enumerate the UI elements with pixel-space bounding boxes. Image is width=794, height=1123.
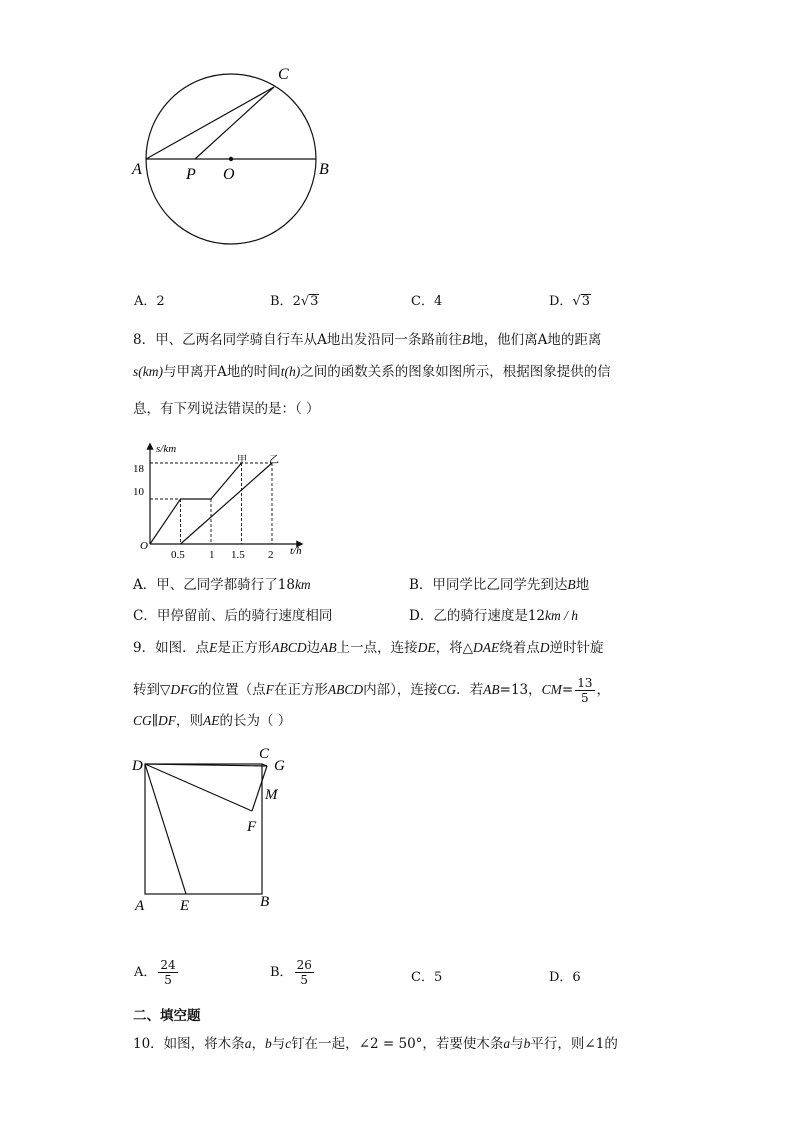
segment-df (145, 764, 252, 811)
q9-option-b: B． $\frac{26}{5}$ (270, 958, 312, 987)
q7-option-c: C．4 (411, 294, 443, 309)
label-c: C (259, 746, 270, 762)
label-b: B (260, 894, 270, 910)
center-point (229, 157, 233, 161)
q8-option-b: B．甲同学比乙同学先到达B地 (409, 577, 590, 593)
q9-line-1: 9．如图．点E是正方形ABCD边AB上一点，连接DE，将△DAE绕着点D逆时针旋 (133, 640, 604, 656)
series-label-yi: 乙 (269, 455, 279, 466)
chord-ac (146, 87, 274, 159)
label-a: A (132, 161, 142, 178)
cm-fraction: $\frac{13}{5}$ (577, 676, 593, 705)
label-a: A (135, 898, 145, 914)
series-jia-segment (150, 499, 181, 544)
q8-line-2: s(km)与甲离开A地的时间t(h)之间的函数关系的图象如图所示，根据图象提供的信 (133, 364, 611, 380)
q7-option-b: B．2√3 (270, 294, 319, 309)
y-tick-10: 10 (133, 486, 144, 498)
label-g: G (274, 758, 285, 774)
label-m: M (265, 787, 278, 803)
x-tick-1: 1 (209, 549, 215, 560)
q8-option-a: A．甲、乙同学都骑行了18km (133, 577, 311, 593)
q9-option-c: C．5 (411, 970, 443, 985)
q8-option-d: D．乙的骑行速度是12km / h (409, 608, 579, 624)
y-tick-18: 18 (133, 463, 144, 475)
segment-pc (195, 87, 274, 159)
label-f: F (247, 819, 257, 835)
x-tick-2: 2 (268, 549, 274, 560)
label-c: C (278, 66, 289, 83)
label-o: O (223, 166, 235, 183)
x-tick-0-5: 0.5 (171, 549, 185, 560)
q9-figure (128, 740, 298, 915)
q8-line-3: 息，有下列说法错误的是：（ ） (133, 401, 320, 417)
label-p: P (186, 166, 196, 183)
section-heading-fill-in: 二、填空题 (133, 1008, 201, 1024)
label-e: E (180, 898, 190, 914)
q8-graph (130, 438, 320, 560)
q9-option-a: A． $\frac{24}{5}$ (134, 958, 176, 987)
y-axis-label: s/km (156, 443, 177, 455)
label-b: B (319, 161, 329, 178)
q9-line-2: 转到▽DFG的位置（点F在正方形ABCD内部），连接CG．若AB=13，CM= $\frac{13}{5}$ ， (133, 676, 610, 705)
origin-label: O (140, 540, 148, 552)
x-axis-label: t/h (290, 545, 302, 557)
segment-de (145, 764, 186, 894)
x-tick-1-5: 1.5 (231, 549, 245, 560)
q7-option-d: D．√3 (549, 294, 591, 309)
q10-line-1: 10．如图，将木条a，b与c钉在一起，∠2 = 50°，若要使木条a与b平行，则∠1的 (133, 1036, 618, 1052)
q8-line-1: 8．甲、乙两名同学骑自行车从A地出发沿同一条路前往B地，他们离A地的距离 (133, 332, 602, 348)
series-yi-segment (181, 463, 273, 544)
q7-option-a: A．2 (134, 294, 165, 309)
q9-option-d: D．6 (549, 970, 581, 985)
label-d: D (132, 758, 143, 774)
series-label-jia: 甲 (237, 455, 247, 466)
q9-line-3: CG∥DF，则AE的长为（ ） (133, 713, 292, 729)
q8-option-c: C．甲停留前、后的骑行速度相同 (133, 608, 333, 624)
q7-figure (128, 60, 348, 260)
square-abcd (145, 764, 262, 894)
